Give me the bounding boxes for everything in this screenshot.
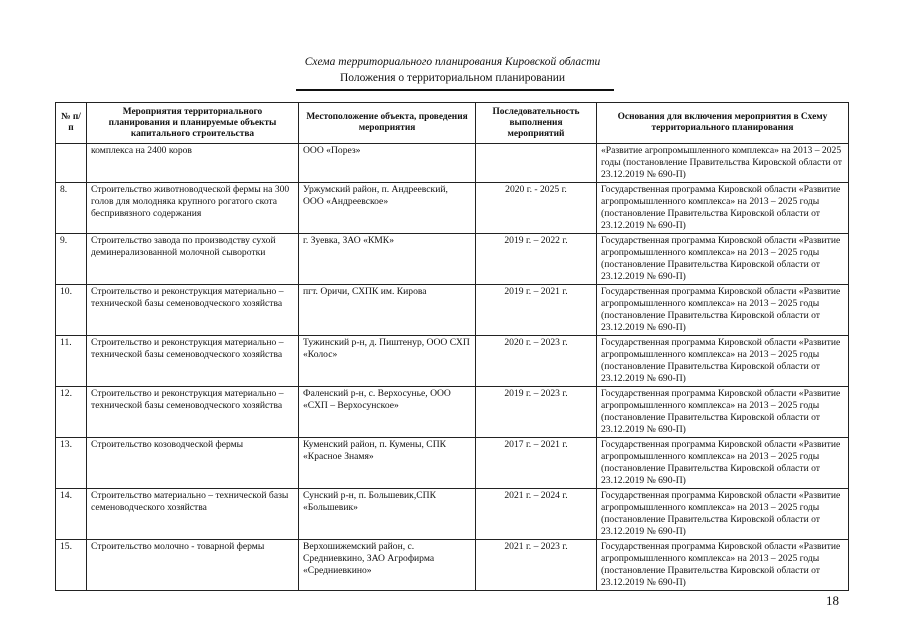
column-header-event: Мероприятия территориального планирования и планируемые объекты капитального строительства (87, 103, 299, 144)
row-location: Уржумский район, п. Андреевский, ООО «Андреевское» (299, 183, 476, 234)
planning-table (55, 102, 849, 591)
row-number: 13. (56, 438, 87, 489)
row-event: Строительство и реконструкция материально – технической базы семеноводческого хозяйства (87, 336, 299, 387)
row-event: комплекса на 2400 коров (87, 144, 299, 183)
row-basis: Государственная программа Кировской области «Развитие агропромышленного комплекса» на 2013 – 2025 годы (постановление Правительства Кировской области от 23.12.2019 № 690-П) (597, 183, 849, 234)
table-header-row (56, 103, 849, 144)
table-row (56, 336, 849, 387)
row-number (56, 144, 87, 183)
table-row (56, 285, 849, 336)
row-basis: Государственная программа Кировской области «Развитие агропромышленного комплекса» на 2013 – 2025 годы (постановление Правительства Кировской области от 23.12.2019 № 690-П) (597, 285, 849, 336)
column-header-period: Последовательность выполнения мероприятий (476, 103, 597, 144)
column-header-number: № п/п (56, 103, 87, 144)
column-header-location: Местоположение объекта, проведения мероприятия (299, 103, 476, 144)
row-location: Куменский район, п. Кумены, СПК «Красное Знамя» (299, 438, 476, 489)
row-number: 8. (56, 183, 87, 234)
row-basis: Государственная программа Кировской области «Развитие агропромышленного комплекса» на 2013 – 2025 годы (постановление Правительства Кировской области от 23.12.2019 № 690-П) (597, 234, 849, 285)
row-period: 2021 г. – 2024 г. (476, 489, 597, 540)
row-period: 2019 г. – 2022 г. (476, 234, 597, 285)
column-header-basis: Основания для включения мероприятия в Схему территориального планирования (597, 103, 849, 144)
row-basis: Государственная программа Кировской области «Развитие агропромышленного комплекса» на 2013 – 2025 годы (постановление Правительства Кировской области от 23.12.2019 № 690-П) (597, 489, 849, 540)
row-period: 2017 г. – 2021 г. (476, 438, 597, 489)
row-period: 2019 г. – 2021 г. (476, 285, 597, 336)
row-period: 2021 г. – 2023 г. (476, 540, 597, 591)
table-row (56, 234, 849, 285)
row-number: 15. (56, 540, 87, 591)
row-number: 10. (56, 285, 87, 336)
row-location: ООО «Порез» (299, 144, 476, 183)
row-event: Строительство и реконструкция материально – технической базы семеноводческого хозяйства (87, 285, 299, 336)
row-location: Сунский р-н, п. Большевик,СПК «Большевик» (299, 489, 476, 540)
row-period: 2020 г. – 2023 г. (476, 336, 597, 387)
table-row (56, 387, 849, 438)
row-number: 11. (56, 336, 87, 387)
row-location: Тужинский р-н, д. Пиштенур, ООО СХП «Колос» (299, 336, 476, 387)
row-location: Верхошижемский район, с. Средниевкино, ЗАО Агрофирма «Средниевкино» (299, 540, 476, 591)
row-period: 2019 г. – 2023 г. (476, 387, 597, 438)
row-basis: Государственная программа Кировской области «Развитие агропромышленного комплекса» на 2013 – 2025 годы (постановление Правительства Кировской области от 23.12.2019 № 690-П) (597, 387, 849, 438)
table-row (56, 438, 849, 489)
table-row (56, 540, 849, 591)
row-basis: Государственная программа Кировской области «Развитие агропромышленного комплекса» на 2013 – 2025 годы (постановление Правительства Кировской области от 23.12.2019 № 690-П) (597, 336, 849, 387)
row-period: 2020 г. - 2025 г. (476, 183, 597, 234)
title-divider (296, 89, 614, 91)
row-event: Строительство животноводческой фермы на 300 голов для молодняка крупного рогатого скота беспривязного содержания (87, 183, 299, 234)
row-event: Строительство молочно - товарной фермы (87, 540, 299, 591)
row-basis: «Развитие агропромышленного комплекса» на 2013 – 2025 годы (постановление Правительства Кировской области от 23.12.2019 № 690-П) (597, 144, 849, 183)
document-subtitle: Положения о территориальном планировании (339, 72, 566, 84)
row-event: Строительство материально – технической базы семеноводческого хозяйства (87, 489, 299, 540)
row-location: Фаленский р-н, с. Верхосунье, ООО «СХП – Верхосунское» (299, 387, 476, 438)
row-event: Строительство и реконструкция материально – технической базы семеноводческого хозяйства (87, 387, 299, 438)
row-period (476, 144, 597, 183)
row-basis: Государственная программа Кировской области «Развитие агропромышленного комплекса» на 2013 – 2025 годы (постановление Правительства Кировской области от 23.12.2019 № 690-П) (597, 540, 849, 591)
row-basis: Государственная программа Кировской области «Развитие агропромышленного комплекса» на 2013 – 2025 годы (постановление Правительства Кировской области от 23.12.2019 № 690-П) (597, 438, 849, 489)
row-number: 9. (56, 234, 87, 285)
row-location: пгт. Оричи, СХПК им. Кирова (299, 285, 476, 336)
row-event: Строительство завода по производству сухой деминерализованной молочной сыворотки (87, 234, 299, 285)
document-title: Схема территориального планирования Кировской области (304, 56, 601, 68)
table-row (56, 144, 849, 183)
row-location: г. Зуевка, ЗАО «КМК» (299, 234, 476, 285)
page-number: 18 (826, 593, 839, 608)
table-row (56, 183, 849, 234)
row-number: 14. (56, 489, 87, 540)
table-row (56, 489, 849, 540)
row-number: 12. (56, 387, 87, 438)
row-event: Строительство козоводческой фермы (87, 438, 299, 489)
